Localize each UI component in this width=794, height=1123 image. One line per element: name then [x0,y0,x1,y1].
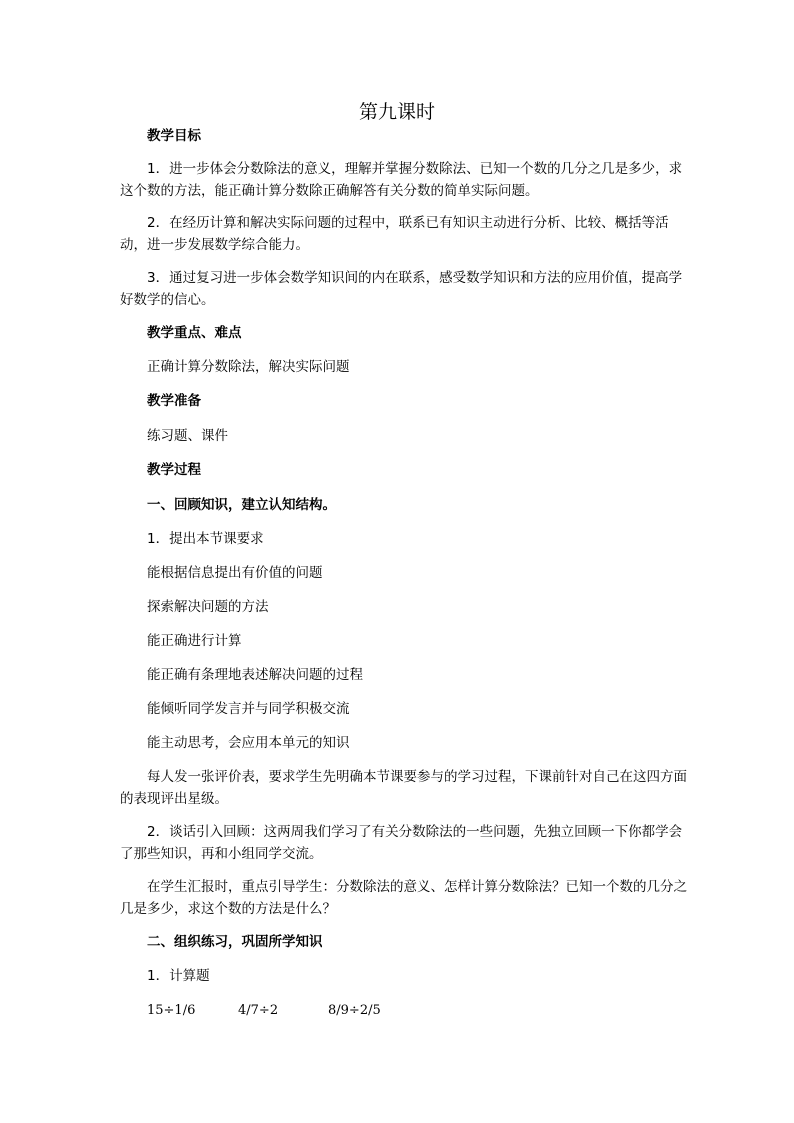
item2-paragraph: 2．谈话引入回顾：这两周我们学习了有关分数除法的一些问题，先独立回顾一下你都学会了那些知识，再和小组同学交流。 [120,824,683,862]
focus-text: 正确计算分数除法，解决实际问题 [147,359,350,375]
requirement-3: 能正确进行计算 [147,633,242,649]
objective-1: 1．进一步体会分数除法的意义，理解并掌握分数除法、已知一个数的几分之几是多少，求这个数的方法，能正确计算分数除正确解答有关分数的简单实际问题。 [120,161,683,199]
calc-title: 1．计算题 [147,968,210,984]
requirement-6: 能主动思考，会应用本单元的知识 [147,735,350,751]
objective-2: 2．在经历计算和解决实际问题的过程中，联系已有知识主动进行分析、比较、概括等活动，进一步发展数学综合能力。 [120,215,669,253]
part2-heading: 二、组织练习，巩固所学知识 [147,934,323,950]
requirement-1: 能根据信息提出有价值的问题 [147,565,323,581]
evaluation-paragraph: 每人发一张评价表，要求学生先明确本节课要参与的学习过程，下课前针对自己在这四方面的表现评出星级。 [120,769,687,807]
requirement-5: 能倾听同学发言并与同学积极交流 [147,701,350,717]
calc-problem-2: 4/7÷2 [238,1003,279,1018]
prep-text: 练习题、课件 [147,428,228,444]
item1-title: 1．提出本节课要求 [147,531,264,547]
requirement-2: 探索解决问题的方法 [147,599,269,615]
process-heading: 教学过程 [147,462,201,478]
requirement-4: 能正确有条理地表述解决问题的过程 [147,667,363,683]
prep-heading: 教学准备 [147,393,201,409]
part1-heading: 一、回顾知识，建立认知结构。 [147,497,336,513]
objective-3: 3．通过复习进一步体会数学知识间的内在联系，感受数学知识和方法的应用价值，提高学好数学的信心。 [120,270,683,308]
calc-problem-1: 15÷1/6 [147,1003,196,1018]
objectives-heading: 教学目标 [147,128,201,144]
page-title: 第九课时 [358,101,435,123]
focus-heading: 教学重点、难点 [147,325,242,341]
calc-problem-3: 8/9÷2/5 [328,1003,381,1018]
report-paragraph: 在学生汇报时，重点引导学生：分数除法的意义、怎样计算分数除法？已知一个数的几分之几是多少，求这个数的方法是什么？ [120,879,687,917]
